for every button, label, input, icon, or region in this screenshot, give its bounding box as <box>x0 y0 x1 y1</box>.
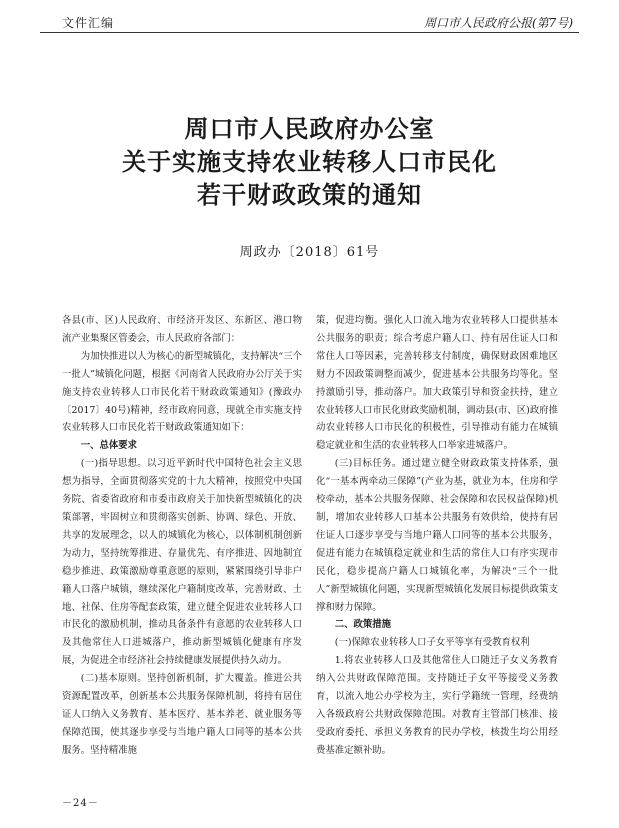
section-heading: 二、政策措施 <box>334 619 392 631</box>
document-title <box>0 112 619 211</box>
section-heading: 一、总体要求 <box>80 440 138 452</box>
header-section-label: 文件汇编 <box>62 16 115 30</box>
header-publication-label: 周口市人民政府公报(第7号) <box>424 16 573 30</box>
document-number: 周政办〔2018〕61号 <box>239 245 380 260</box>
title-line: 若干财政政策的通知 <box>197 180 422 209</box>
body-paragraph: (一)指导思想。以习近平新时代中国特色社会主义思想为指导，全面贯彻落实党的十九大精神，按照党中央国务院、省委省政府和市委市政府关于加快新型城镇化的决策部署，牢固树立和贯彻落实创新、协调、绿色、开放、共享的发展理念，以人的城镇化为核心，以体制机制创新为动力，坚持统筹推进、存量优先、有序推进、因地制宜稳步推进、政策激励尊重意愿的原则，紧紧围绕引导非户籍人口落户城镇，继续深化户籍制度改革，完善财政、土地、社保、住房等配套政策，建立健全促进农业转移人口市民化的激励机制，推动具备条件有意愿的农业转移人口及其他常住人口进城落户，推动新型城镇化健康有序发展，为促进全市经济社会持续健康发展提供持久动力。 <box>62 458 302 667</box>
body-paragraph: (二)基本原则。坚持创新机制，扩大覆盖。推进公共资源配置改革，创新基本公共服务保障机制，将持有居住证人口纳入义务教育、基本医疗、基本养老、就业服务等保障范围，使其逐步享受与当地户籍人口同等的基本公共服务。坚持精准施 <box>62 673 302 756</box>
left-column <box>62 312 302 760</box>
right-column <box>316 312 558 760</box>
body-paragraph: (三)目标任务。通过建立健全财政政策支持体系，强化“一基本两牵动三保障”(产业为基，就业为本，住房和学校牵动，基本公共服务保障、社会保障和农民权益保障)机制，增加农业转移人口基本公共服务有效供给，使持有居住证人口逐步享受与当地户籍人口同等的基本公共服务，促进有能力在城镇稳定就业和生活的常住人口有序实现市民化，稳步提高户籍人口城镇化率，为解决“三个一批人”新型城镇化问题，实现新型城镇化发展目标提供政策支撑和财力保障。 <box>316 458 558 613</box>
body-paragraph: 1.将农业转移人口及其他常住人口随迁子女义务教育纳入公共财政保障范围。支持随迁子女平等接受义务教育，以流入地公办学校为主，实行学籍统一管理，经费纳入各级政府公共财政保障范围。对教育主管部门核准、接受政府委托、承担义务教育的民办学校，核拨生均公用经费基准定额补助。 <box>316 655 558 756</box>
body-paragraph: 策，促进均衡。强化人口流入地为农业转移人口提供基本公共服务的职责；综合考虑户籍人口、持有居住证人口和常住人口等因素，完善转移支付制度，确保财政困难地区财力不因政策调整而减少，促进基本公共服务均等化。坚持激励引导，推动落户。加大政策引导和资金扶持，建立农业转移人口市民化财政奖励机制，调动县(市、区)政府推动农业转移人口市民化的积极性，引导推动有能力在城镇稳定就业和生活的农业转移人口举家进城落户。 <box>316 315 558 452</box>
intro-paragraph: 为加快推进以人为核心的新型城镇化，支持解决“三个一批人”城镇化问题，根据《河南省人民政府办公厅关于实施支持农业转移人口市民化若干财政政策通知》(豫政办〔2017〕40号)精神，经市政府同意，现就全市实施支持农业转移人口市民化若干财政政策通知如下： <box>62 350 302 434</box>
page-header <box>40 10 579 33</box>
title-line: 关于实施支持农业转移人口市民化 <box>122 147 497 176</box>
salutation-paragraph: 各县(市、区)人民政府、市经济开发区、东新区、港口物流产业集聚区管委会，市人民政府各部门： <box>62 315 302 344</box>
page-number: －24－ <box>62 798 99 809</box>
subsection-heading: (一)保障农业转移人口子女平等享有受教育权利 <box>334 637 530 649</box>
title-line: 周口市人民政府办公室 <box>184 114 435 143</box>
